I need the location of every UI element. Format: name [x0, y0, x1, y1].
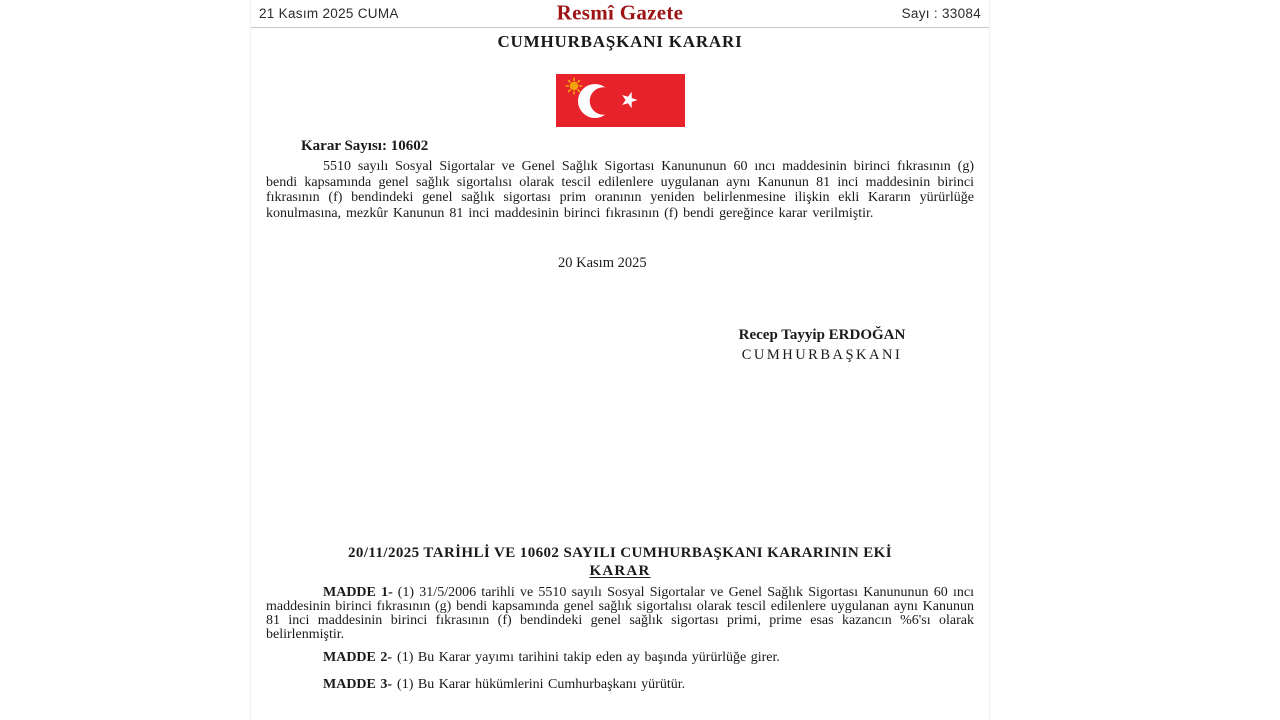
- signature-name: Recep Tayyip ERDOĞAN: [738, 327, 906, 343]
- decision-number: Karar Sayısı: 10602: [301, 138, 429, 154]
- article-2-label: MADDE 2-: [323, 650, 393, 665]
- article-1-text: (1) 31/5/2006 tarihli ve 5510 sayılı Sosyal Sigortalar ve Genel Sağlık Sigortası Kanununun 60 ıncı maddesinin birinci fıkrasının (g) bendi kapsamında genel sağlık sigortalısı olarak tescil edilenlere uygulanan aynı Kanunun 81 inci maddesinin birinci fıkrasının (f) bendindeki genel sağlık sigortası primi, prime esas kazancın %6'sı olarak belirlenmiştir.: [266, 585, 974, 642]
- publication-date: 21 Kasım 2025 CUMA: [259, 6, 399, 21]
- article-3-label: MADDE 3-: [323, 677, 393, 692]
- article-1: [251, 586, 989, 642]
- masthead: [251, 0, 989, 28]
- gazette-page: [250, 0, 990, 720]
- annex-heading-line1: 20/11/2025 TARİHLİ VE 10602 SAYILI CUMHURBAŞKANI KARARININ EKİ: [348, 545, 892, 561]
- decree-heading: CUMHURBAŞKANI KARARI: [497, 32, 743, 51]
- gazette-title: Resmî Gazete: [556, 0, 684, 25]
- issue-number: Sayı : 33084: [901, 6, 981, 21]
- annex-heading-line2: KARAR: [589, 562, 651, 579]
- signature-title: CUMHURBAŞKANI: [741, 347, 903, 363]
- article-3: [251, 678, 989, 692]
- flag-field: [556, 74, 685, 127]
- turkish-flag-image: [556, 74, 685, 127]
- article-1-label: MADDE 1-: [323, 585, 393, 600]
- signature-block: [707, 327, 937, 364]
- article-2: [251, 651, 989, 665]
- decree-body-paragraph: 5510 sayılı Sosyal Sigortalar ve Genel Sağlık Sigortası Kanununun 60 ıncı maddesinin birinci fıkrasının (g) bendi kapsamında genel sağlık sigortalısı olarak tescil edilenlere uygulanan aynı Kanunun 81 inci maddesinin birinci fıkrasının (f) bendindeki genel sağlık sigortası prim oranının yeniden belirlenmesine ilişkin ekli Kararın yürürlüğe konulmasına, mezkûr Kanunun 81 inci maddesinin birinci fıkrasının (f) bendi gereğince karar verilmiştir.: [266, 159, 974, 221]
- article-2-text: (1) Bu Karar yayımı tarihini takip eden ay başında yürürlüğe girer.: [397, 650, 780, 665]
- annex-heading: [251, 545, 989, 580]
- decree-date: 20 Kasım 2025: [558, 255, 647, 271]
- sun-emblem-icon: [566, 78, 582, 94]
- article-3-text: (1) Bu Karar hükümlerini Cumhurbaşkanı yürütür.: [397, 677, 686, 692]
